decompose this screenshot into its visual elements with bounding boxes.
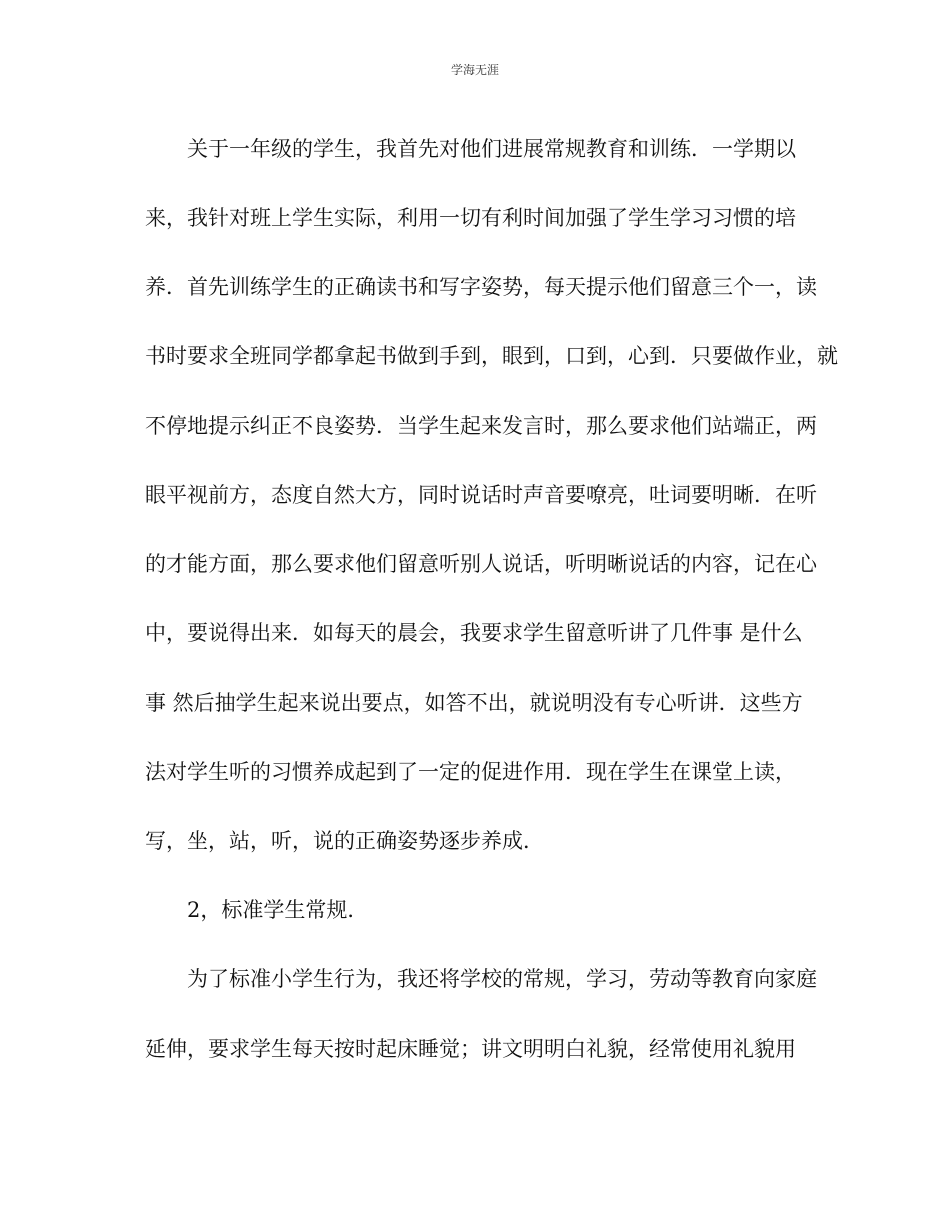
text-line: 延伸，要求学生每天按时起床睡觉；讲文明明白礼貌，经常使用礼貌用 bbox=[145, 1037, 796, 1061]
text-line: 来，我针对班上学生实际，利用一切有利时间加强了学生学习习惯的培 bbox=[145, 206, 796, 230]
text-line: 法对学生听的习惯养成起到了一定的促进作用．现在学生在课堂上读， bbox=[145, 760, 796, 784]
text-line: 不停地提示纠正不良姿势．当学生起来发言时，那么要求他们站端正，两 bbox=[145, 414, 817, 438]
text-line: 书时要求全班同学都拿起书做到手到，眼到，口到，心到．只要做作业，就 bbox=[145, 344, 838, 368]
text-line: 中，要说得出来．如每天的晨会，我要求学生留意听讲了几件事 是什么 bbox=[145, 621, 803, 645]
section-heading: 2，标准学生常规． bbox=[145, 898, 369, 922]
text-line: 为了标准小学生行为，我还将学校的常规，学习，劳动等教育向家庭 bbox=[145, 967, 817, 991]
text-line: 事 然后抽学生起来说出要点，如答不出，就说明没有专心听讲．这些方 bbox=[145, 691, 803, 715]
text-line: 养．首先训练学生的正确读书和写字姿势，每天提示他们留意三个一，读 bbox=[145, 275, 817, 299]
text-line: 关于一年级的学生，我首先对他们进展常规教育和训练．一学期以 bbox=[145, 137, 796, 161]
page-header: 学海无涯 bbox=[450, 63, 499, 77]
text-line: 写，坐，站，听，说的正确姿势逐步养成． bbox=[145, 829, 544, 853]
text-line: 眼平视前方，态度自然大方，同时说话时声音要嘹亮，吐词要明晰．在听 bbox=[145, 483, 817, 507]
text-line: 的才能方面，那么要求他们留意听别人说话，听明晰说话的内容，记在心 bbox=[145, 552, 817, 576]
